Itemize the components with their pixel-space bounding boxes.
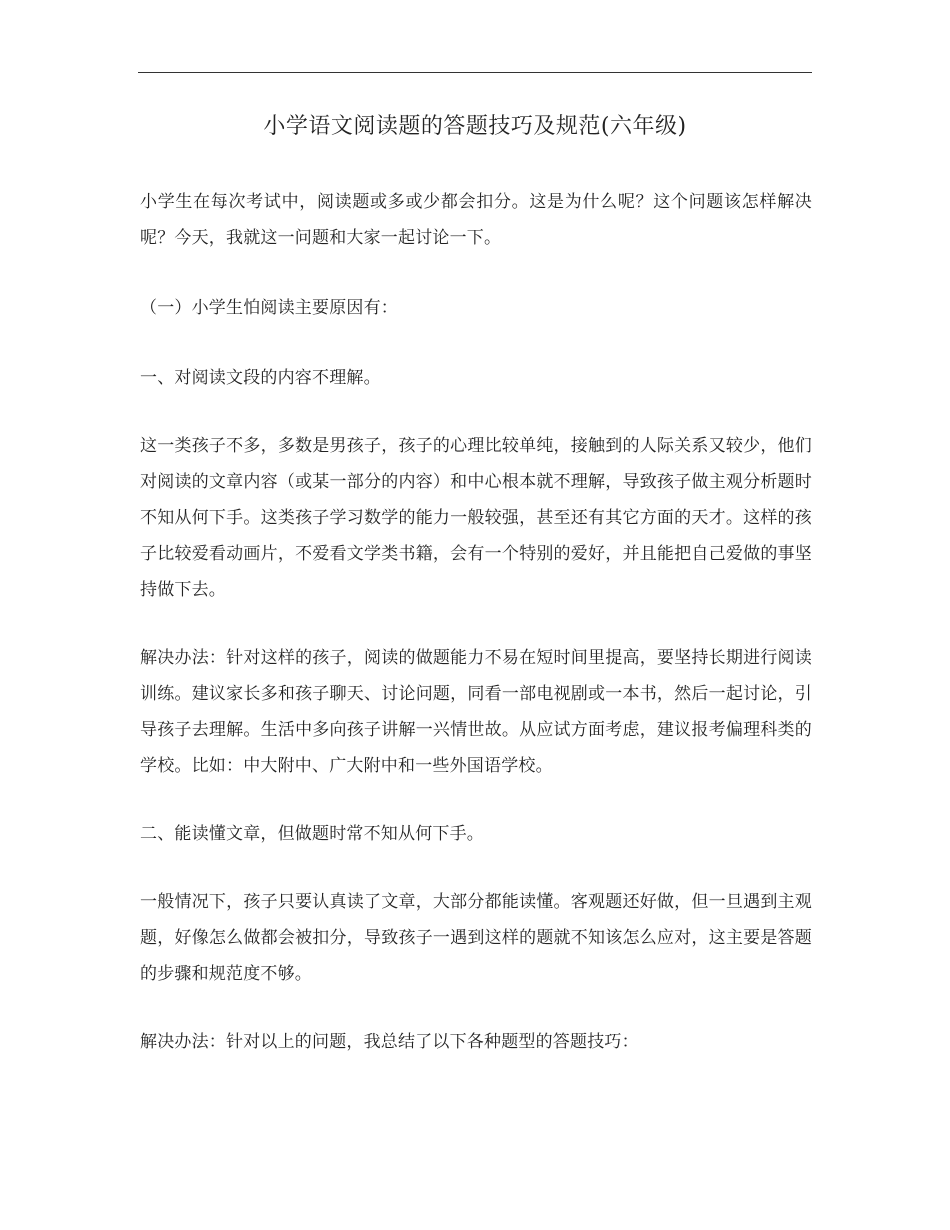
point-one-solution: 解决办法：针对这样的孩子，阅读的做题能力不易在短时间里提高，要坚持长期进行阅读训练。建议家长多和孩子聊天、讨论问题，同看一部电视剧或一本书，然后一起讨论，引导孩子去理解。生活中多向孩子讲解一兴情世故。从应试方面考虑，建议报考偏理科类的学校。比如：中大附中、广大附中和一些外国语学校。 [140, 648, 812, 776]
point-two-heading: 二、能读懂文章，但做题时常不知从何下手。 [140, 824, 484, 844]
point-one-description: 这一类孩子不多，多数是男孩子，孩子的心理比较单纯，接触到的人际关系又较少，他们对阅读的文章内容（或某一部分的内容）和中心根本就不理解，导致孩子做主观分析题时不知从何下手。这类孩子学习数学的能力一般较强，甚至还有其它方面的天才。这样的孩子比较爱看动画片，不爱看文学类书籍，会有一个特别的爱好，并且能把自己爱做的事坚持做下去。 [140, 436, 812, 600]
point-two-description: 一般情况下，孩子只要认真读了文章，大部分都能读懂。客观题还好做，但一旦遇到主观题，好像怎么做都会被扣分，导致孩子一遇到这样的题就不知该怎么应对，这主要是答题的步骤和规范度不够。 [140, 892, 812, 984]
document-title: 小学语文阅读题的答题技巧及规范(六年级) [263, 114, 687, 139]
intro-paragraph: 小学生在每次考试中，阅读题或多或少都会扣分。这是为什么呢？这个问题该怎样解决呢？今天，我就这一问题和大家一起讨论一下。 [140, 192, 812, 248]
point-one-heading: 一、对阅读文段的内容不理解。 [140, 368, 381, 388]
section-heading-reasons: （一）小学生怕阅读主要原因有： [140, 298, 398, 318]
point-two-solution: 解决办法：针对以上的问题，我总结了以下各种题型的答题技巧： [140, 1032, 639, 1052]
header-rule [138, 72, 812, 73]
